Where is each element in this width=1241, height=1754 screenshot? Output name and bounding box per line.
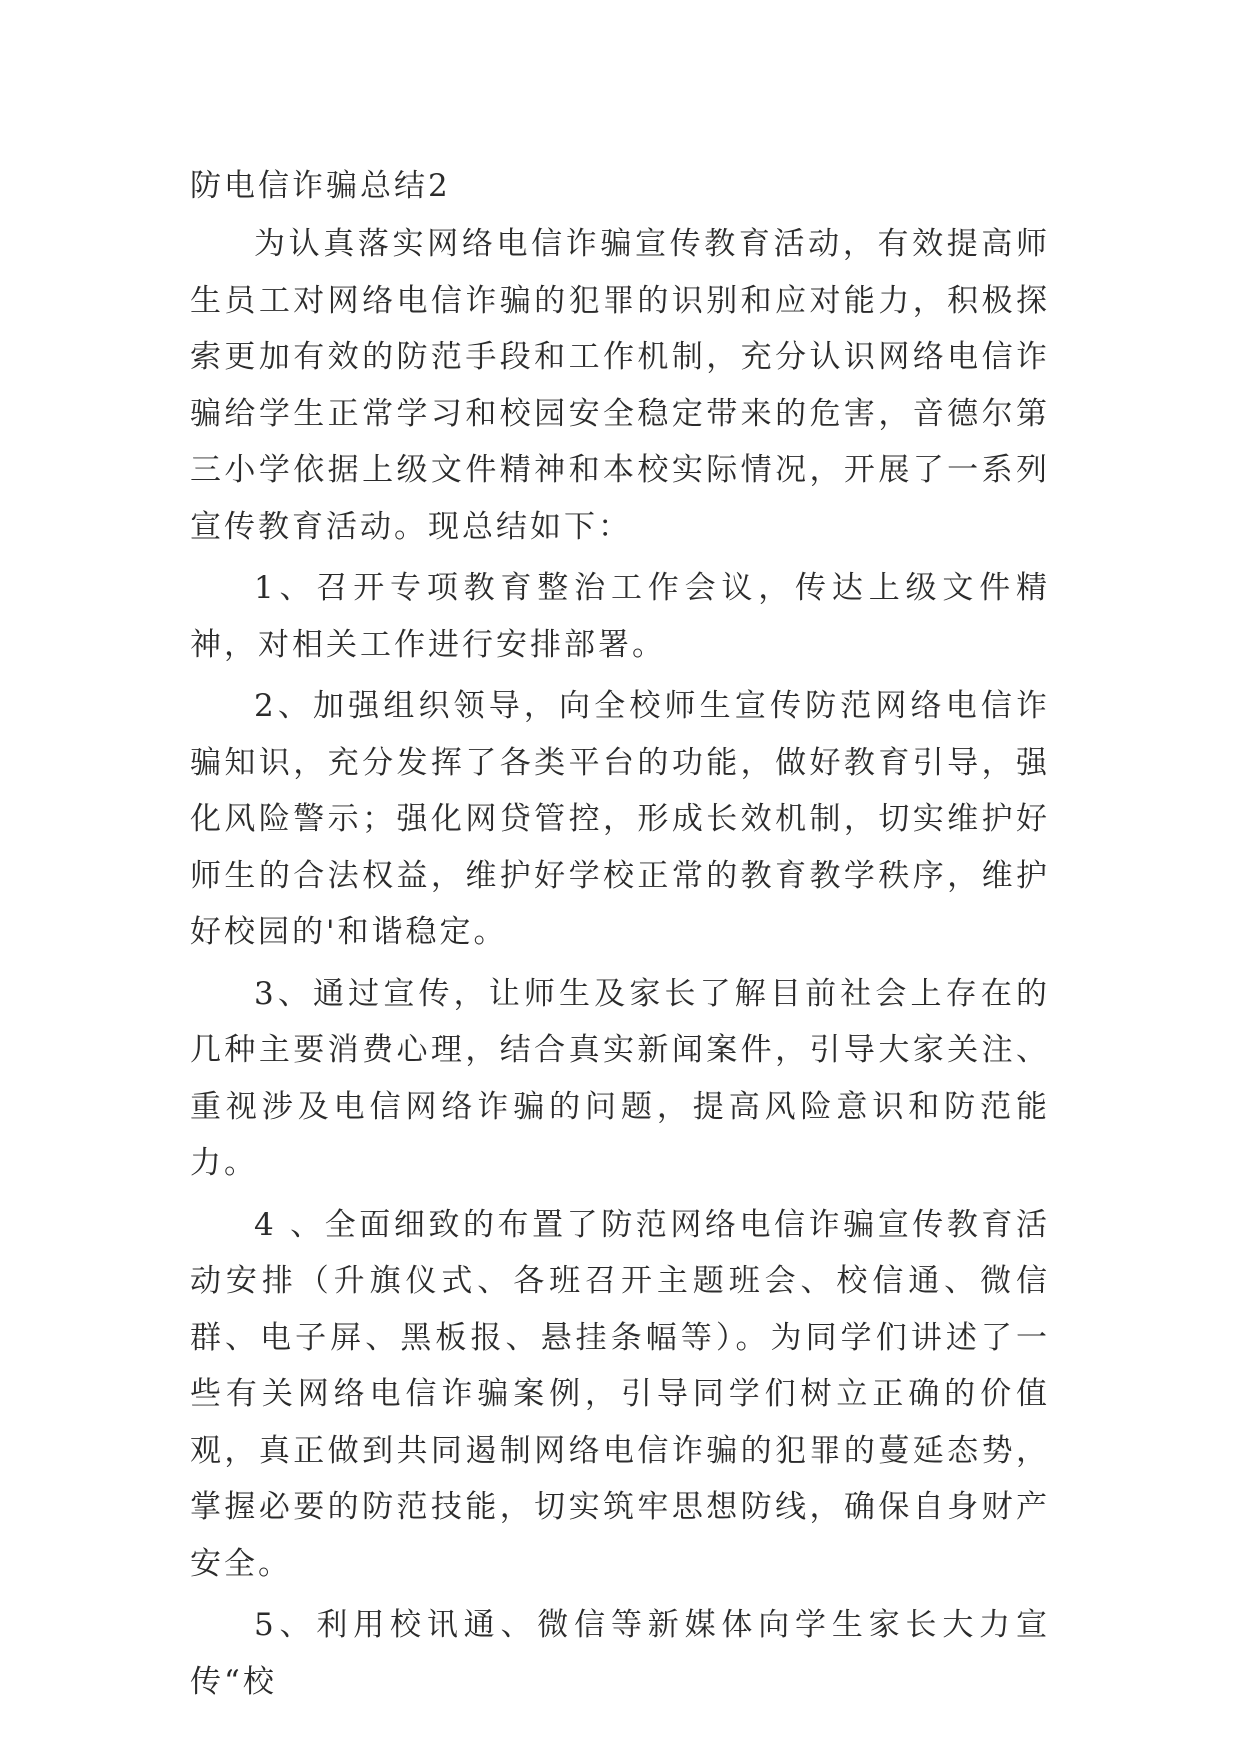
paragraph-item-4: 4 、全面细致的布置了防范网络电信诈骗宣传教育活动安排（升旗仪式、各班召开主题班会、校信通、微信群、电子屏、黑板报、悬挂条幅等）。为同学们讲述了一些有关网络电信诈骗案例，引导同学们树立正确的价值观，真正做到共同遏制网络电信诈骗的犯罪的蔓延态势，掌握必要的防范技能，切实筑牢思想防线，确保自身财产安全。: [190, 1206, 1050, 1582]
paragraph-item-2: 2、加强组织领导，向全校师生宣传防范网络电信诈骗知识，充分发挥了各类平台的功能，做好教育引导，强化风险警示；强化网贷管控，形成长效机制，切实维护好师生的合法权益，维护好学校正常的教育教学秩序，维护好校园的'和谐稳定。: [190, 688, 1050, 950]
document-title: 防电信诈骗总结2: [190, 168, 451, 204]
document-body: [190, 216, 1050, 1715]
paragraph-item-5: 5、利用校讯通、微信等新媒体向学生家长大力宣传“校: [190, 1607, 1050, 1700]
paragraph-intro: 为认真落实网络电信诈骗宣传教育活动，有效提高师生员工对网络电信诈骗的犯罪的识别和应对能力，积极探索更加有效的防范手段和工作机制，充分认识网络电信诈骗给学生正常学习和校园安全稳定带来的危害，音德尔第三小学依据上级文件精神和本校实际情况，开展了一系列宣传教育活动。现总结如下：: [190, 226, 1050, 545]
paragraph-item-3: 3、通过宣传，让师生及家长了解目前社会上存在的几种主要消费心理，结合真实新闻案件，引导大家关注、重视涉及电信网络诈骗的问题，提高风险意识和防范能力。: [190, 975, 1050, 1181]
paragraph-item-1: 1、召开专项教育整治工作会议，传达上级文件精神，对相关工作进行安排部署。: [190, 570, 1050, 663]
